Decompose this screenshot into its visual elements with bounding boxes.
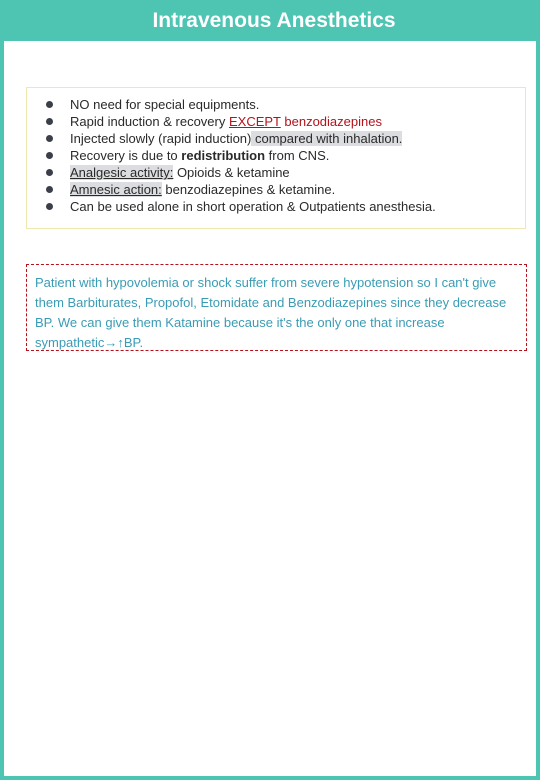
point-text-red: benzodiazepines bbox=[280, 114, 382, 129]
key-points-box bbox=[26, 87, 526, 229]
point-text: Recovery is due to bbox=[70, 148, 182, 163]
point-bold: redistribution bbox=[181, 148, 266, 163]
bullet-icon bbox=[46, 169, 53, 176]
point-text: Can be used alone in short operation & Outpatients anesthesia. bbox=[70, 199, 436, 214]
bullet-icon bbox=[46, 101, 53, 108]
list-item bbox=[27, 113, 525, 130]
bullet-icon bbox=[46, 203, 53, 210]
point-label: Amnesic action: bbox=[70, 182, 162, 197]
list-item bbox=[27, 147, 525, 164]
point-emphasis: EXCEPT bbox=[228, 114, 281, 129]
list-item bbox=[27, 198, 525, 215]
point-text: benzodiazepines & ketamine. bbox=[161, 182, 336, 197]
clinical-note-box bbox=[26, 264, 527, 351]
point-text: NO need for special equipments. bbox=[70, 97, 260, 112]
point-highlight: compared with inhalation. bbox=[251, 131, 403, 146]
key-points-list bbox=[27, 96, 525, 215]
list-item bbox=[27, 96, 525, 113]
bullet-icon bbox=[46, 152, 53, 159]
point-text: Injected slowly (rapid induction) bbox=[70, 131, 252, 146]
page-title: Intravenous Anesthetics bbox=[4, 0, 540, 41]
bullet-icon bbox=[46, 186, 53, 193]
point-label: Analgesic activity: bbox=[70, 165, 174, 180]
bullet-icon bbox=[46, 135, 53, 142]
clinical-note-text: Patient with hypovolemia or shock suffer from severe hypotension so I can't give them Barbiturates, Propofol, Etomidate and Benzodiazepines since they decrease BP. We can give them Katamine because it's the only one that increase sympathetic→↑BP. bbox=[35, 275, 507, 350]
list-item bbox=[27, 164, 525, 181]
point-text: Opioids & ketamine bbox=[173, 165, 290, 180]
bullet-icon bbox=[46, 118, 53, 125]
list-item bbox=[27, 181, 525, 198]
list-item bbox=[27, 130, 525, 147]
point-text: Rapid induction & recovery bbox=[70, 114, 229, 129]
point-text-end: from CNS. bbox=[265, 148, 330, 163]
